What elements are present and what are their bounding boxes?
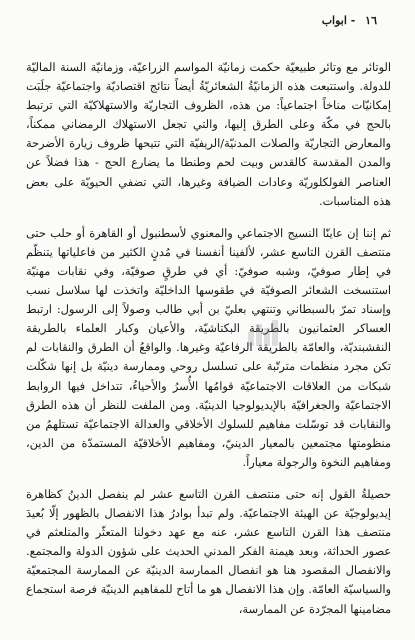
- chapter-title: ابواب: [321, 14, 347, 27]
- body-text: [26, 58, 391, 632]
- page-number: ١٦: [365, 14, 377, 27]
- page-header: [38, 14, 377, 32]
- header-separator: -: [350, 14, 356, 27]
- paragraph-1: الوتائر مع وتائر طبيعيّة حكمت زمانيّة المواسم الزراعيّة، وزمانيّة السنة الماليّة للدولة. واستتبعت هذه الزمانيّةُ الشعائريّةُ أيضاً نتائج اقتصاديّة واجتماعيّة جلَبَت إمكانيّات مناخاً اجتماعياً: من هذه، الظروف التجاريّة والاستهلاكيّة التي ترتبط بالحج في مكّة وعلى الطرق إليها، والتي تجعل الاستهلاك الرمضاني ممكناً، والمعارض التجاريّة والصلات المدنيّة/الريفيّة التي تتيحها ظروف زيارة الأضرحة والمدن المقدسة كالقدس وبيت لحم وطنطا ما يضارع الحج - هذا فضلاً عن العناصر الفولكلوريّة وعادات الضيافة وغيرها، التي تضفي الحيويّة على بعض هذه المناسبات.: [26, 61, 391, 208]
- paragraph-3: حصيلةُ القول إنه حتى منتصف القرن التاسع عشر لم ينفصل الدينُ كظاهرة إيديولوجيّة عن الهيئة الاجتماعيّة. ولم تبدأ بوادرُ هذا الانفصال بالظهور إلّا بُعيدَ منتصف هذا القرن التاسع عشر، عنه مع عهد دخولنا المتعثّر والمتلعثم في عصور الحداثة، وبعد هيمنة الفكر المدني الحديث على شؤون الدولة والمجتمع. والانفصال المقصود هنا هو انفصال الممارسة الدينيّة عن الممارسة المجتمعيّة والسياسيّة العامّة. وإن هذا الانفصال هو ما أتاح للمفاهيم الدينيّة فرصة استجماع مضامينها المجرّدة عن الممارسة،: [26, 487, 391, 616]
- paragraph-2: ثم إننا إن عاينّا النسيج الاجتماعي والمعنوي لأسطنبول أو القاهرة أو حلب حتى منتصف القرن التاسع عشر، لألفينا أنفسنا في مُدنٍ الكثير من فاعلياتها يتنظّم في إطار صوفيّ، وشبه صوفيّ: أي في طرقٍ صوفيّة، وفي نقابات مهنيّة استنسخت الشعائر الصوفيّة في طقوسها الداخليّة واتخذت لها سلاسل نسب وإسناد تمرّ بالسبطاني وتنتهي بعليّ بن أبي طالب وصولاً إلى الرسول: ارتبط العساكر العثمانيون بالطريقة البكتاشيّة، والأعيان وكبار العلماء بالطريقة النقشبنديّة، والعامّة بالطريقة الرفاعيّة وغيرها. والواقعُ أن الطرق والنقابات لم تكن مجرد منظمات مترتّبة على تسلسل روحي وممارسة دينيّة بل إنها شكّلت شبكات من العلاقات الاجتماعيّة قوامُها الأُسرُ والأحياءُ، تتداخل فيها الروابط الاجتماعيّة والجغرافيّة بالإيديولوجيا الدينيّة. ومن الملفت للنظر أن هذه الطرق والنقابات قد توسّلت مفاهيم للسلوك الأخلاقي والعدالة الاجتماعيّة تستلهمُ من منظومتها مجتمعين بالمعيار الدينيّ، ومفاهيم الأخلاقيّة المستمدّة من الدين، ومفاهيم النخوة والرجولة معياراً.: [26, 226, 391, 469]
